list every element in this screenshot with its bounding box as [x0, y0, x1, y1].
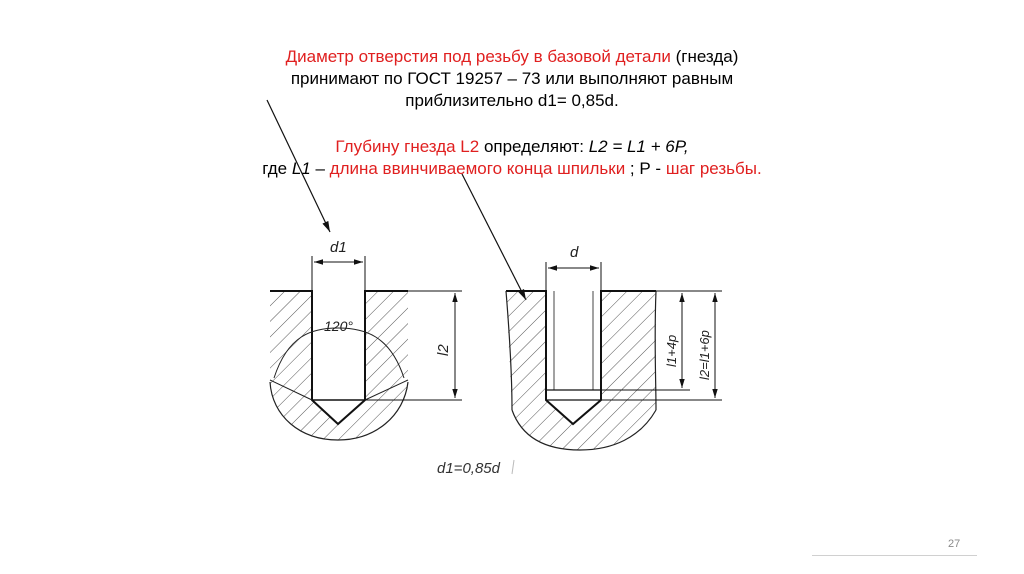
l1-definition: длина ввинчиваемого конца шпильки	[329, 159, 626, 178]
heading-line-3: приблизительно d1= 0,85d.	[405, 91, 619, 110]
dim-l2-label: l2	[435, 344, 452, 356]
p-text: ; Р -	[625, 159, 666, 178]
heading-line-2: принимают по ГОСТ 19257 – 73 или выполняют равным	[290, 69, 734, 88]
footer-divider	[812, 555, 977, 556]
pointer-arrow-right	[462, 174, 526, 300]
formula-expression: L2 = L1 + 6P,	[588, 137, 689, 156]
dim-d1-label: d1	[330, 239, 347, 256]
dim-l1-4p-label: l1+4p	[664, 334, 679, 367]
page-number: 27	[948, 538, 961, 550]
dim-d-label: d	[570, 244, 579, 261]
p-definition: шаг резьбы.	[665, 159, 762, 178]
pointer-arrow-left	[267, 100, 330, 232]
right-part-section	[506, 262, 722, 450]
angle-label: 120°	[324, 318, 353, 334]
dim-l2-formula-label: l2=l1+6p	[697, 330, 712, 380]
left-part-section	[270, 256, 462, 440]
drawing-note: d1=0,85d	[437, 460, 500, 477]
l1-symbol: L1	[291, 159, 311, 178]
dash-text: –	[310, 159, 330, 178]
formula-black-text: определяют:	[483, 137, 589, 156]
heading-black-text: (гнезда)	[670, 47, 739, 66]
where-text: где	[262, 159, 292, 178]
heading-red-text: Диаметр отверстия под резьбу в базовой детали	[285, 47, 671, 66]
formula-red-text: Глубину гнезда L2	[335, 137, 484, 156]
